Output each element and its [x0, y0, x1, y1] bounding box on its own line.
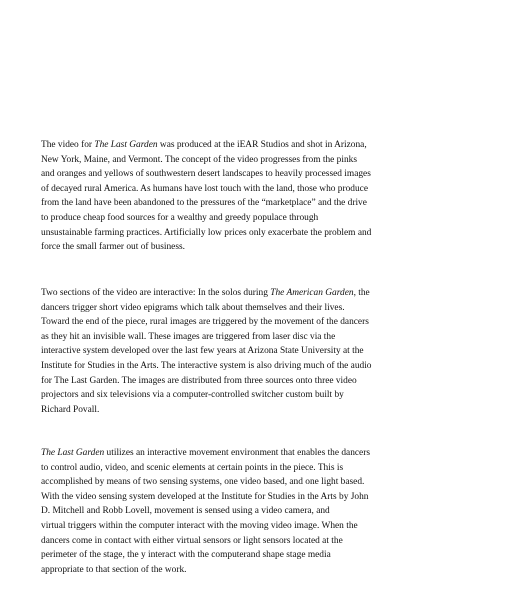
- text-run: The video for: [41, 140, 95, 150]
- text-line: [41, 403, 471, 418]
- text-run: appropriate to that section of the work.: [41, 564, 187, 575]
- text-run: Richard Povall.: [41, 404, 100, 415]
- italic-title-text: The Last Garden: [41, 448, 105, 458]
- text-run: unsustainable farming practices. Artificially low prices only exacerbate the problem and: [41, 227, 372, 238]
- text-run: D. Mitchell and Robb Lovell, movement is sensed using a video camera, and: [41, 506, 330, 517]
- text-run: as they hit an invisible wall. These images are triggered from laser disc via the: [41, 331, 336, 342]
- text-run: dancers come in contact with either virtual sensors or light sensors located at the: [41, 535, 343, 546]
- text-line: [41, 548, 471, 563]
- text-line: [41, 301, 471, 316]
- text-line: [41, 388, 471, 403]
- paragraph-movement-environment: [41, 446, 471, 577]
- text-line: [41, 315, 471, 330]
- text-run: dancers trigger short video epigrams which talk about themselves and their lives.: [41, 302, 345, 313]
- text-run: projectors and six televisions via a computer-controlled switcher custom built by: [41, 390, 344, 401]
- text-line: [41, 153, 471, 168]
- text-line: [41, 359, 471, 374]
- text-line: [41, 490, 471, 505]
- text-run: Institute for Studies in the Arts. The interactive system is also driving much of the audio: [41, 360, 372, 371]
- text-line: [41, 374, 471, 389]
- text-line: [41, 446, 471, 461]
- text-line: [41, 167, 471, 182]
- text-run: to control audio, video, and scenic elements at certain points in the piece. This is: [41, 462, 344, 473]
- italic-title-text: The Last Garden: [94, 140, 158, 150]
- paragraph-interactive-sections: [41, 286, 471, 417]
- text-line: [41, 211, 471, 226]
- text-run: utilizes an interactive movement environment that enables the dancers: [104, 448, 370, 458]
- text-line: [41, 330, 471, 345]
- text-line: [41, 240, 471, 255]
- text-line: [41, 475, 471, 490]
- text-run: force the small farmer out of business.: [41, 242, 185, 253]
- text-run: virtual triggers within the computer interact with the moving video image. When the: [41, 520, 358, 531]
- text-run: New York, Maine, and Vermont. The concept of the video progresses from the pinks: [41, 154, 357, 165]
- text-line: [41, 196, 471, 211]
- text-run: from the land have been abandoned to the pressures of the “marketplace” and the drive: [41, 198, 367, 209]
- text-run: of decayed rural America. As humans have lost touch with the land, those who produce: [41, 183, 368, 194]
- text-run: interactive system developed over the last few years at Arizona State University at the: [41, 346, 364, 357]
- text-line: [41, 563, 471, 578]
- text-line: [41, 461, 471, 476]
- text-line: [41, 138, 471, 153]
- text-run: With the video sensing system developed at the Institute for Studies in the Arts by John: [41, 491, 369, 502]
- text-line: [41, 519, 471, 534]
- text-line: [41, 344, 471, 359]
- text-line: [41, 226, 471, 241]
- text-run: accomplished by means of two sensing systems, one video based, and one light based.: [41, 477, 365, 488]
- text-run: was produced at the iEAR Studios and shot in Arizona,: [157, 140, 367, 150]
- text-run: perimeter of the stage, the y interact with the computerand shape stage media: [41, 550, 331, 561]
- text-line: [41, 534, 471, 549]
- paragraph-video-production: [41, 138, 471, 255]
- text-line: [41, 504, 471, 519]
- text-run: , the: [353, 288, 370, 298]
- text-run: and oranges and yellows of southwestern desert landscapes to heavily processed images: [41, 169, 371, 180]
- italic-title-text: The American Garden: [270, 288, 354, 298]
- text-run: Two sections of the video are interactive: In the solos during: [41, 288, 271, 298]
- text-line: [41, 182, 471, 197]
- text-run: for The Last Garden. The images are distributed from three sources onto three video: [41, 375, 357, 386]
- text-run: Toward the end of the piece, rural images are triggered by the movement of the dancers: [41, 317, 369, 328]
- text-line: [41, 286, 471, 301]
- text-run: to produce cheap food sources for a wealthy and greedy populace through: [41, 212, 319, 223]
